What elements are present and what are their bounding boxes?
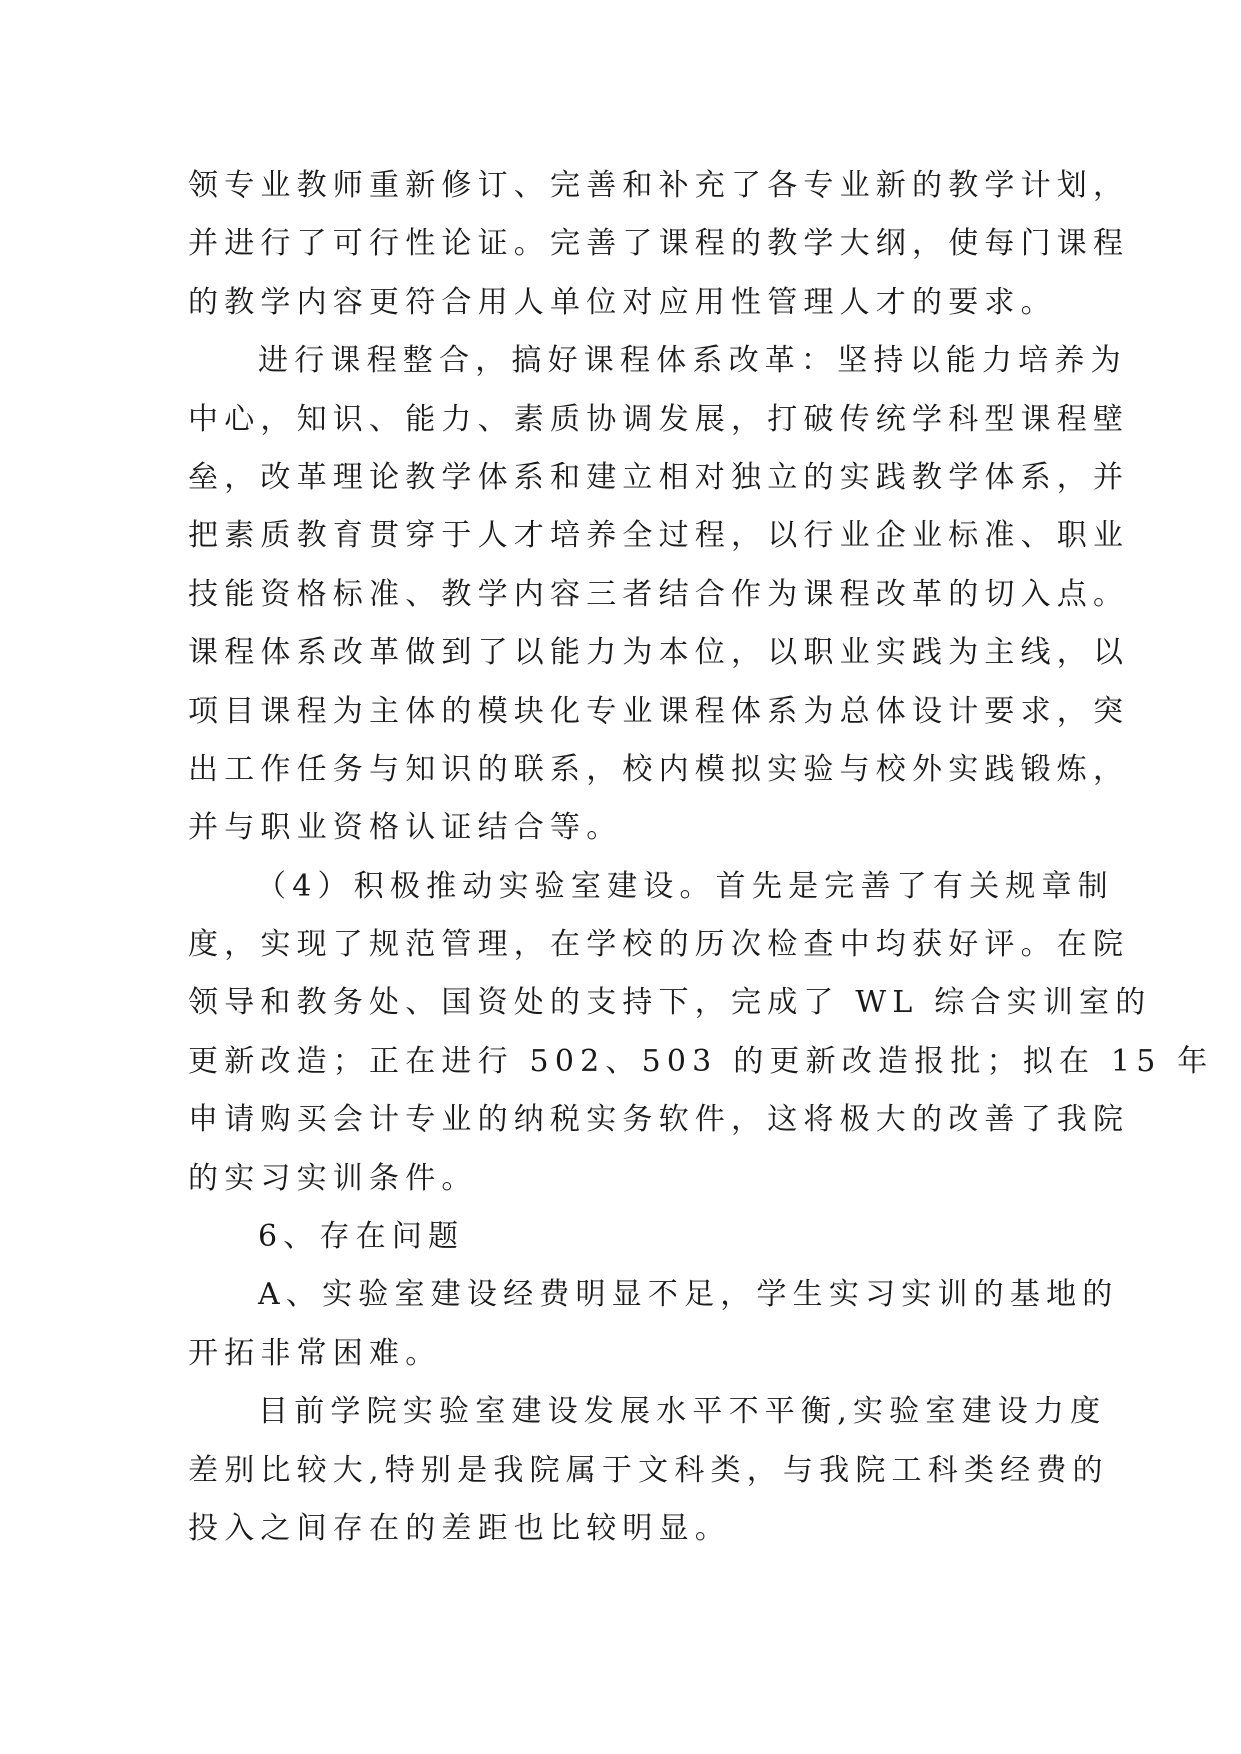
text-line-3: 的教学内容更符合用人单位对应用性管理人才的要求。	[188, 284, 1057, 320]
text-line-20: A、实验室建设经费明显不足，学生实习实训的基地的	[258, 1277, 1119, 1313]
text-line-22: 目前学院实验室建设发展水平不平衡,实验室建设力度	[258, 1394, 1107, 1430]
text-line-24: 投入之间存在的差距也比较明显。	[188, 1510, 731, 1546]
text-line-12: 并与职业资格认证结合等。	[188, 810, 623, 846]
text-line-7: 把素质教育贯穿于人才培养全过程，以行业企业标准、职业	[188, 518, 1130, 554]
text-line-11: 出工作任务与知识的联系，校内模拟实验与校外实践锻炼，	[188, 751, 1130, 787]
text-line-5: 中心，知识、能力、素质协调发展，打破传统学科型课程壁	[188, 401, 1130, 437]
section-heading: 6、存在问题	[258, 1219, 465, 1255]
text-line-10: 项目课程为主体的模块化专业课程体系为总体设计要求，突	[188, 693, 1130, 729]
text-line-18: 的实习实训条件。	[188, 1160, 478, 1196]
text-line-6: 垒，改革理论教学体系和建立相对独立的实践教学体系，并	[188, 459, 1130, 495]
text-line-9: 课程体系改革做到了以能力为本位，以职业实践为主线，以	[188, 635, 1130, 671]
text-line-16: 更新改造；正在进行 502、503 的更新改造报批；拟在 15 年	[188, 1043, 1214, 1079]
text-line-4: 进行课程整合，搞好课程体系改革：坚持以能力培养为	[258, 343, 1127, 379]
text-line-17: 申请购买会计专业的纳税实务软件，这将极大的改善了我院	[188, 1102, 1130, 1138]
text-line-21: 开拓非常困难。	[188, 1335, 442, 1371]
text-line-8: 技能资格标准、教学内容三者结合作为课程改革的切入点。	[188, 576, 1130, 612]
text-line-14: 度，实现了规范管理，在学校的历次检查中均获好评。在院	[188, 927, 1130, 963]
text-line-1: 领专业教师重新修订、完善和补充了各专业新的教学计划，	[188, 168, 1130, 203]
text-line-15: 领导和教务处、国资处的支持下，完成了 WL 综合实训室的	[188, 985, 1152, 1021]
document-body	[188, 157, 1214, 1558]
text-line-13: （4）积极推动实验室建设。首先是完善了有关规章制	[256, 868, 1114, 904]
text-line-2: 并进行了可行性论证。完善了课程的教学大纲，使每门课程	[188, 226, 1130, 262]
text-line-23: 差别比较大,特别是我院属于文科类，与我院工科类经费的	[188, 1452, 1109, 1488]
